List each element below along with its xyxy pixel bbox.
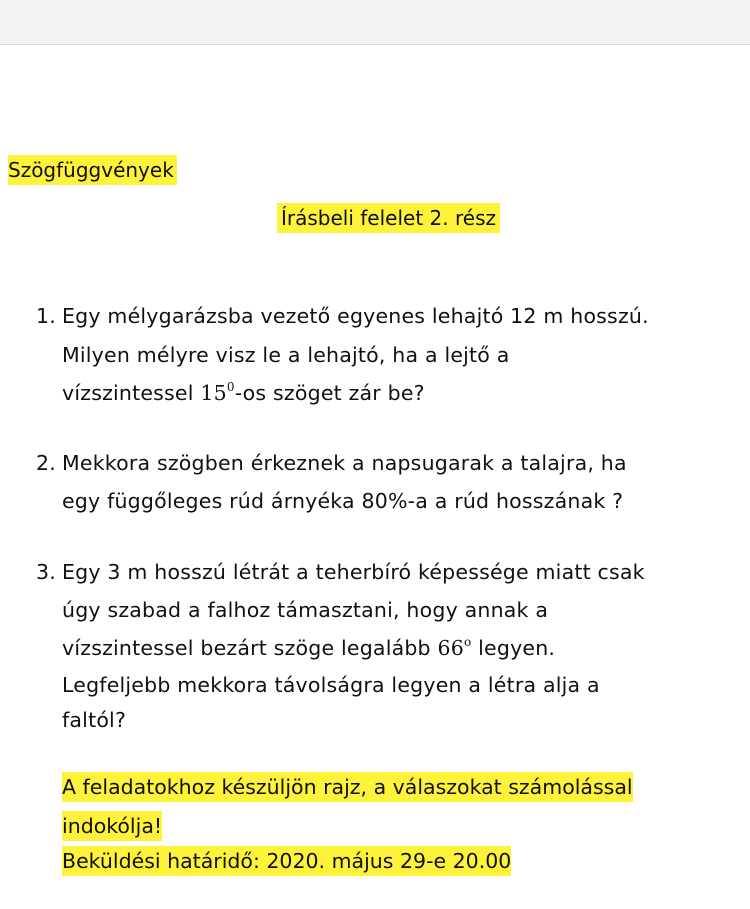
task-3-text-4: Legfeljebb mekkora távolságra legyen a létra alja a	[62, 673, 600, 697]
task-2-text-2: egy függőleges rúd árnyéka 80%-a a rúd hosszának ?	[62, 489, 624, 513]
drawing-instruction-line-1: A feladatokhoz készüljön rajz, a válaszokat számolással	[62, 772, 633, 802]
top-toolbar	[0, 0, 750, 45]
task-2-number: 2.	[36, 451, 56, 475]
task-1-line-3	[62, 378, 425, 408]
task-1-text-3a: vízszintessel	[62, 381, 201, 405]
task-1-degree-symbol: 0	[226, 380, 235, 394]
task-1-text-1: Egy mélygarázsba vezető egyenes lehajtó 12 m hosszú.	[62, 304, 649, 328]
task-1-angle-value: 15	[200, 381, 227, 405]
submission-deadline: Beküldési határidő: 2020. május 29-e 20.00	[62, 846, 511, 876]
drawing-instruction-line-2: indokólja!	[62, 811, 162, 841]
task-2-text-1: Mekkora szögben érkeznek a napsugarak a talajra, ha	[62, 451, 627, 475]
task-1-line-1	[36, 301, 649, 331]
task-3-text-3b: legyen.	[471, 636, 556, 660]
task-3-line-3	[62, 633, 555, 663]
task-3-text-2: úgy szabad a falhoz támasztani, hogy annak a	[62, 598, 549, 622]
task-1-number: 1.	[36, 304, 56, 328]
document-subtitle: Írásbeli felelet 2. rész	[277, 203, 500, 233]
task-1-text-3b: -os szöget zár be?	[234, 381, 425, 405]
task-2-line-1	[36, 448, 627, 478]
task-3-degree-symbol: o	[464, 635, 472, 649]
task-3-text-1: Egy 3 m hosszú létrát a teherbíró képessége miatt csak	[62, 560, 645, 584]
task-3-text-5: faltól?	[62, 708, 127, 732]
task-3-angle-value: 66	[437, 636, 464, 660]
document-title: Szögfüggvények	[8, 155, 177, 185]
task-1-text-2: Milyen mélyre visz le a lehajtó, ha a lejtő a	[62, 343, 510, 367]
task-3-text-3a: vízszintessel bezárt szöge legalább	[62, 636, 438, 660]
task-3-number: 3.	[36, 560, 56, 584]
task-3-line-1	[36, 557, 645, 587]
